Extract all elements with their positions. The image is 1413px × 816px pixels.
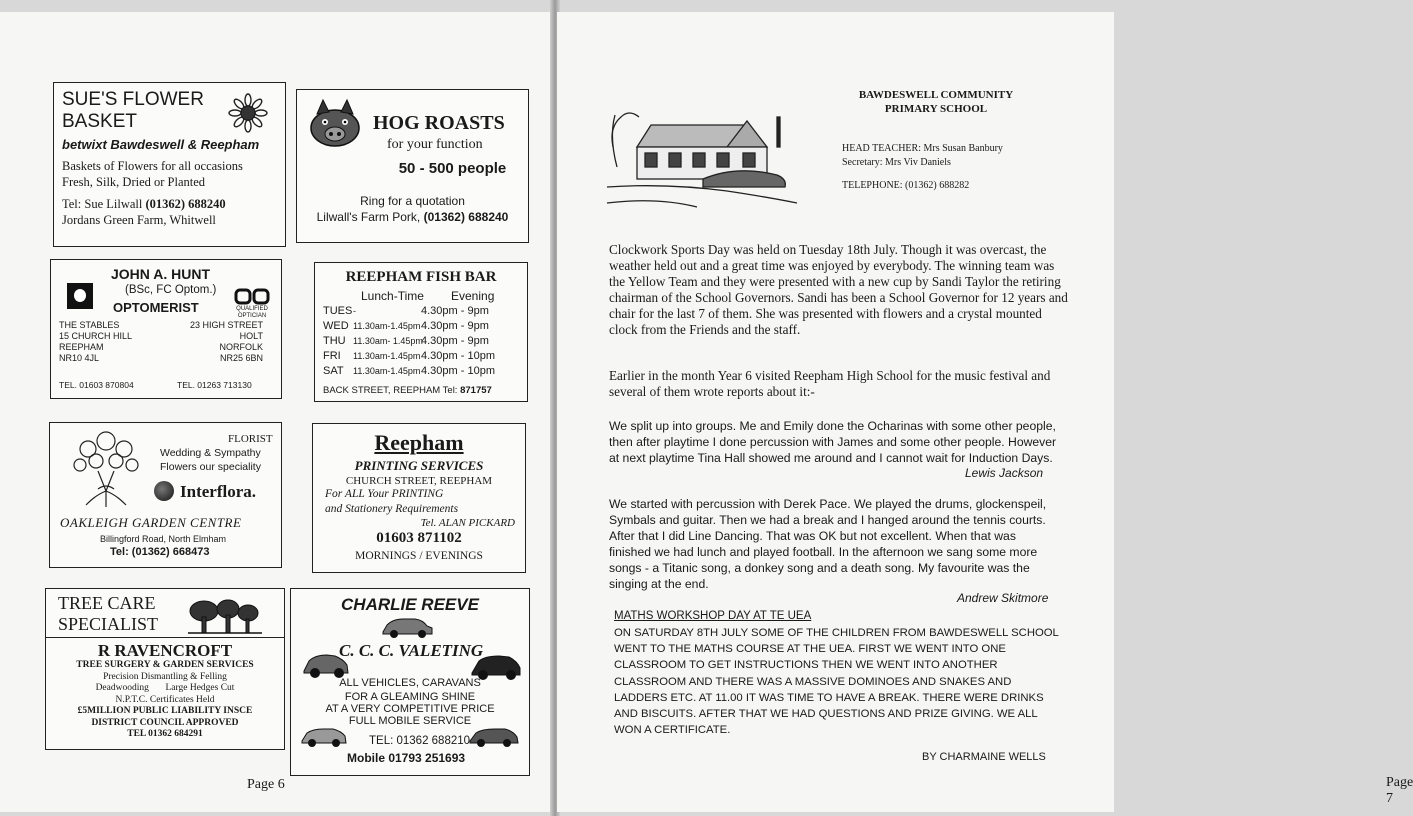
table-row (323, 305, 489, 317)
report-lewis: We split up into groups. Me and Emily done the Ocharinas with some other people, then after playtime I done percussion with James and some other people. However at next playtime Tina Hall showed me around and I cannot wait for Induction Days. (609, 419, 1057, 465)
sue-subtitle: betwixt Bawdeswell & Reepham (62, 137, 260, 152)
sue-tel-prefix: Tel: Sue Lilwall (62, 197, 143, 211)
tree-title-line2: SPECIALIST (58, 614, 159, 634)
charlie-title: CHARLIE REEVE (341, 595, 479, 614)
maths-workshop-body: ON SATURDAY 8TH JULY SOME OF THE CHILDREN FROM BAWDESWELL SCHOOL WENT TO THE MATHS COURSE AT THE UEA. FIRST WE WENT INTO ONE CLASSROOM TO GET INSTRUCTIONS THEN WE WENT INTO ANOTHER CLASSROOM AND THERE WAS A MASSIVE DOMINOES AND SNAKES AND LADDERS ETC. AT 11.00 IT WAS TIME TO HAVE A BREAK. THERE WERE DRINKS AND BISCUITS. AFTER THAT WE HAD QUESTIONS AND PRIZE GIVING. WE ALL WON A CERTIFICATE. (614, 627, 1059, 737)
charlie-line3: AT A VERY COMPETITIVE PRICE (325, 703, 495, 715)
hunt-tel-right: TEL. 01263 713130 (177, 380, 252, 390)
tree-name: R RAVENCROFT (97, 641, 233, 660)
hog-ring: Ring for a quotation (360, 194, 465, 208)
printing-phone: 01603 871102 (376, 530, 462, 546)
tree-line2-b: Large Hedges Cut (165, 683, 235, 693)
florist-wedding: Wedding & Sympathy (160, 447, 261, 459)
sues-flower-basket-ad (53, 82, 286, 247)
hunt-tel-left: TEL. 01603 870804 (59, 380, 134, 390)
report-lewis-author: Lewis Jackson (965, 466, 1044, 480)
florist-label: FLORIST (228, 433, 273, 445)
john-hunt-optometrist-ad (50, 259, 282, 399)
tree-line4: £5MILLION PUBLIC LIABILITY INSCE (77, 706, 253, 716)
car-icon (299, 727, 349, 749)
address-line: NR10 4JL (59, 353, 100, 363)
sue-address: Jordans Green Farm, Whitwell (62, 213, 216, 227)
printing-line1: For ALL Your PRINTING (325, 488, 444, 500)
table-row (323, 320, 489, 332)
oakleigh-florist-ad (49, 422, 282, 568)
hog-farm-tel: (01362) 688240 (423, 210, 509, 224)
hog-farm (297, 210, 528, 224)
charlie-tel: TEL: 01362 688210 (369, 735, 471, 747)
fish-lunch: 11.30am- 1.45pm (353, 336, 423, 346)
printing-contact: Tel. ALAN PICKARD (420, 517, 515, 529)
sunflower-icon (224, 93, 272, 133)
charlie-line4: FULL MOBILE SERVICE (348, 715, 472, 727)
charlie-valeting: C. C. C. VALETING (339, 641, 484, 660)
florist-speciality: Flowers our speciality (160, 461, 261, 473)
tree-care-ad (45, 588, 285, 750)
hunt-qualified: QUALIFIED OPTICIAN (236, 306, 268, 319)
printing-street: CHURCH STREET, REEPHAM (345, 475, 493, 487)
hog-icon (303, 98, 367, 154)
hog-farm-name: Lilwall's Farm Pork, (316, 210, 421, 224)
sue-tel (62, 196, 277, 212)
reepham-fish-bar-ad (314, 262, 528, 402)
head-teacher: HEAD TEACHER: Mrs Susan Banbury (842, 143, 1003, 154)
charlie-reeve-valeting-ad (290, 588, 530, 776)
hunt-name: JOHN A. HUNT (111, 266, 211, 282)
page-number-6: Page 6 (247, 777, 285, 792)
maths-workshop-author: BY CHARMAINE WELLS (922, 751, 1046, 763)
hunt-address-right (190, 320, 263, 364)
right-page (557, 12, 1413, 812)
school-name-line1: BAWDESWELL COMMUNITY (858, 89, 1014, 101)
reepham-printing-ad (312, 423, 526, 573)
school-name (831, 88, 1041, 116)
fish-lunch: 11.30am-1.45pm (353, 351, 421, 361)
hog-range: 50 - 500 people (398, 160, 507, 177)
garden-centre-tel: Tel: (01362) 668473 (110, 546, 210, 558)
fish-day: THU (323, 335, 346, 347)
fish-lunch: 11.30am-1.45pm (353, 366, 421, 376)
fish-day: WED (323, 320, 349, 332)
fish-address (323, 385, 492, 396)
tree-header (46, 589, 284, 638)
school-name-line2: PRIMARY SCHOOL (884, 103, 988, 115)
garden-centre-name: OAKLEIGH GARDEN CENTRE (60, 515, 242, 530)
report-andrew-author: Andrew Skitmore (957, 591, 1049, 605)
tree-line5: DISTRICT COUNCIL APPROVED (91, 717, 239, 728)
hunt-role: OPTOMERIST (113, 300, 199, 315)
garden-centre-address: Billingford Road, North Elmham (100, 534, 227, 544)
sue-line1: Baskets of Flowers for all occasions (62, 159, 243, 173)
sue-title-line2: BASKET (62, 111, 137, 132)
school-building-sketch (607, 107, 797, 217)
eye-logo-icon (67, 283, 93, 309)
hog-title: HOG ROASTS (373, 112, 505, 134)
printing-title: Reepham (374, 430, 464, 455)
fish-lunch: - (353, 306, 356, 316)
table-row (323, 335, 489, 347)
fish-evening: 4.30pm - 10pm (421, 365, 495, 377)
tree-line2-a: Deadwooding (95, 683, 149, 693)
fish-day: TUES (323, 305, 353, 317)
table-row (323, 365, 495, 377)
page-number-7: Page 7 (1386, 775, 1413, 806)
charlie-line2: FOR A GLEAMING SHINE (344, 691, 476, 703)
address-line: HOLT (239, 331, 263, 341)
fish-evening: 4.30pm - 9pm (421, 335, 489, 347)
report-andrew: We started with percussion with Derek Pace. We played the drums, glockenspeil, Symbals and guitar. Then we had a break and I hanged around the tennis courts. After that I did Line Dancing. That was OK but not excellent. When that was finished we had lunch and played football. In the afternoon we sang some more songs - a Titanic song, a donkey song and a death song. My favourite was the singing at the end. (609, 497, 1047, 591)
hunt-address-left (59, 320, 132, 364)
left-page (0, 12, 553, 812)
interflora-globe-icon (154, 481, 174, 501)
music-festival-paragraph: Earlier in the month Year 6 visited Reepham High School for the music festival and several of them wrote reports about it:- (609, 368, 1051, 399)
car-icon (379, 617, 435, 639)
charlie-mobile: Mobile 01793 251693 (347, 751, 466, 765)
secretary: Secretary: Mrs Viv Daniels (842, 157, 951, 168)
sports-day-paragraph: Clockwork Sports Day was held on Tuesday 18th July. Though it was overcast, the weather held out and a great time was enjoyed by everybody. The winning team was the Yellow Team and they were presented with a new cup by Sandi Taylor the retiring chairman of the School Governors. Sandi has been a School Governor for 12 years and chair for the last 7 of them. She was presented with flowers and a crystal mounted clock from the Friends and the staff. (609, 242, 1068, 337)
charlie-line1: ALL VEHICLES, CARAVANS (339, 677, 481, 689)
glasses-icon (235, 288, 269, 306)
fish-back-tel: 871757 (460, 385, 492, 396)
printing-subtitle: PRINTING SERVICES (354, 458, 484, 473)
fish-col-lunch: Lunch-Time (361, 289, 424, 303)
tree-line2 (46, 683, 284, 695)
hog-subtitle: for your function (387, 137, 483, 152)
fish-day: SAT (323, 365, 344, 377)
tree-tel: TEL 01362 684291 (127, 729, 203, 739)
fish-title: REEPHAM FISH BAR (345, 269, 497, 285)
sue-tel-number: (01362) 688240 (145, 197, 226, 211)
car-icon (467, 727, 521, 749)
printing-line2: and Stationery Requirements (325, 503, 459, 515)
maths-workshop-title: MATHS WORKSHOP DAY AT TE UEA (614, 610, 812, 622)
table-row (323, 350, 495, 362)
address-line: NR25 6BN (219, 353, 263, 363)
bouquet-icon (68, 431, 148, 509)
address-line: 23 HIGH STREET (189, 320, 263, 330)
fish-evening: 4.30pm - 9pm (421, 320, 489, 332)
printing-hours: MORNINGS / EVENINGS (355, 550, 483, 562)
trees-icon (188, 599, 262, 635)
fish-day: FRI (323, 350, 341, 362)
tree-title-line1: TREE CARE (58, 593, 156, 613)
tree-services: TREE SURGERY & GARDEN SERVICES (76, 660, 254, 670)
hunt-quals: (BSc, FC Optom.) (125, 284, 217, 296)
school-telephone: TELEPHONE: (01362) 688282 (842, 180, 970, 191)
interflora-brand: Interflora. (180, 482, 257, 501)
sue-line2: Fresh, Silk, Dried or Planted (62, 175, 206, 189)
fish-evening: 4.30pm - 9pm (421, 305, 489, 317)
address-line: THE STABLES (59, 320, 120, 330)
address-line: 15 CHURCH HILL (59, 331, 133, 341)
hog-roasts-ad (296, 89, 529, 243)
address-line: NORFOLK (219, 342, 263, 352)
tree-line3: N.P.T.C. Certificates Held (115, 694, 215, 705)
school-staff (842, 142, 1003, 170)
tree-line1: Precision Dismantling & Felling (103, 671, 227, 682)
address-line: REEPHAM (59, 342, 104, 352)
sue-title-line1: SUE'S FLOWER (62, 89, 204, 110)
fish-evening: 4.30pm - 10pm (421, 350, 495, 362)
fish-lunch: 11.30am-1.45pm (353, 321, 421, 331)
fish-col-evening: Evening (451, 289, 495, 303)
fish-back-street: BACK STREET, REEPHAM Tel: (323, 385, 458, 396)
